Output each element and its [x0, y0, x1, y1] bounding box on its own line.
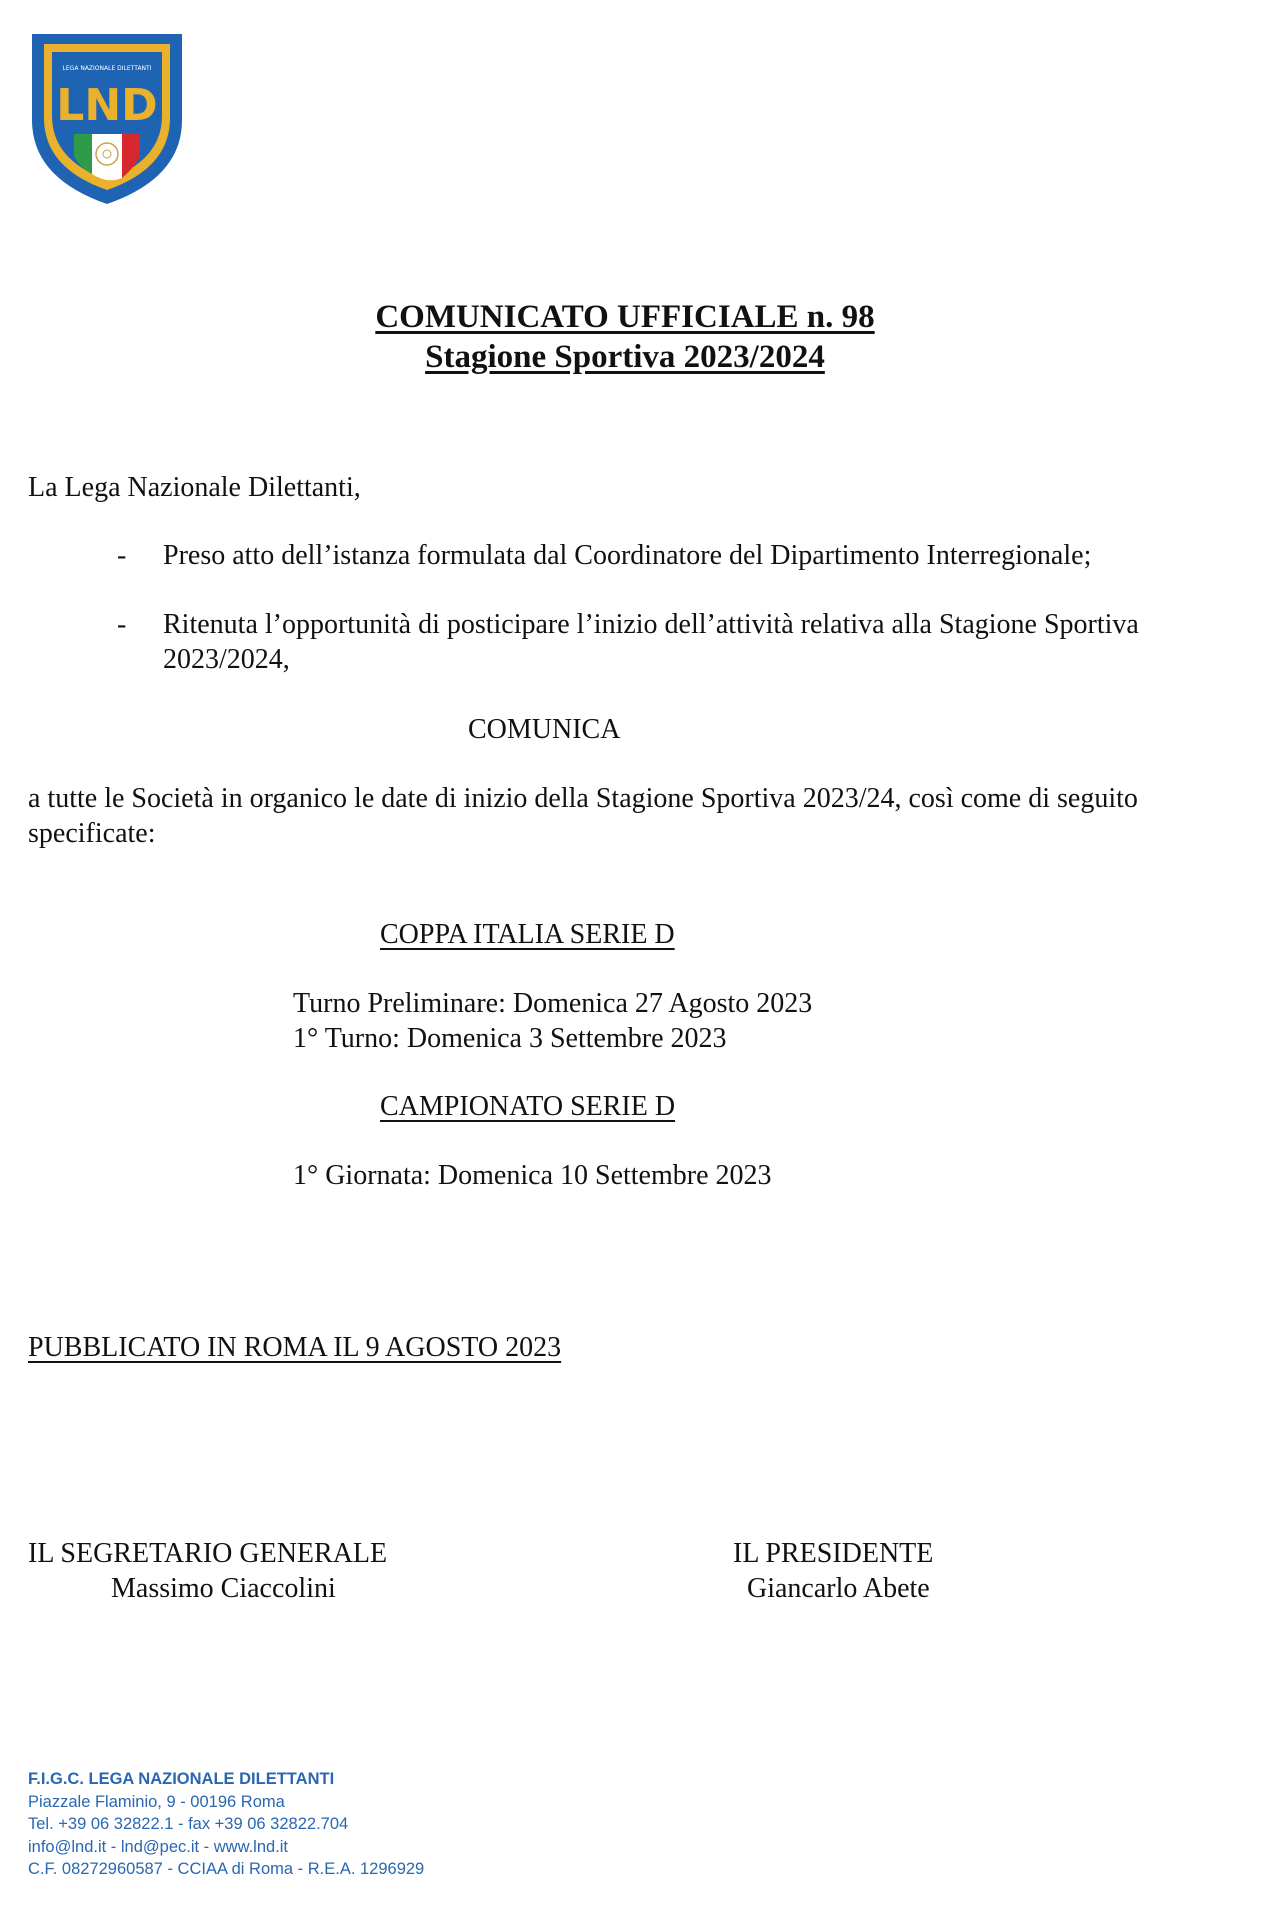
section-heading: COPPA ITALIA SERIE D: [380, 919, 675, 950]
paragraph-line: a tutte le Società in organico le date di inizio della Stagione Sportiva 2023/24, così come di seguito: [28, 783, 1138, 814]
document-title: COMUNICATO UFFICIALE n. 98: [375, 299, 875, 335]
footer-org: F.I.G.C. LEGA NAZIONALE DILETTANTI: [28, 1770, 335, 1788]
schedule-line: Turno Preliminare: Domenica 27 Agosto 2023: [293, 988, 813, 1019]
schedule-line: 1° Giornata: Domenica 10 Settembre 2023: [293, 1160, 772, 1191]
schedule-line: 1° Turno: Domenica 3 Settembre 2023: [293, 1023, 727, 1054]
footer-address: Piazzale Flaminio, 9 - 00196 Roma: [28, 1792, 285, 1811]
footer-web: info@lnd.it - lnd@pec.it - www.lnd.it: [28, 1837, 289, 1856]
signature-left-name: Massimo Ciaccolini: [111, 1573, 336, 1604]
paragraph-line: specificate:: [28, 818, 156, 849]
comunica-heading: COMUNICA: [468, 714, 621, 745]
lnd-logo: [26, 28, 188, 208]
lnd-shield-icon: [26, 28, 188, 208]
signature-left-role: IL SEGRETARIO GENERALE: [28, 1538, 388, 1569]
footer: [28, 1768, 424, 1881]
published-line: PUBBLICATO IN ROMA IL 9 AGOSTO 2023: [28, 1332, 562, 1363]
section-heading: CAMPIONATO SERIE D: [380, 1091, 676, 1122]
footer-registry: C.F. 08272960587 - CCIAA di Roma - R.E.A. 1296929: [28, 1860, 425, 1878]
svg-text:LND: LND: [56, 80, 158, 131]
bullet-dash: -: [117, 540, 127, 571]
signature-right-name: Giancarlo Abete: [747, 1573, 930, 1604]
document-subtitle: Stagione Sportiva 2023/2024: [425, 339, 825, 375]
intro-text: La Lega Nazionale Dilettanti,: [28, 472, 361, 503]
bullet-text: Preso atto dell’istanza formulata dal Coordinatore del Dipartimento Interregionale;: [163, 540, 1092, 571]
signature-right-role: IL PRESIDENTE: [733, 1538, 934, 1569]
svg-text:LEGA NAZIONALE DILETTANTI: LEGA NAZIONALE DILETTANTI: [62, 65, 152, 72]
bullet-dash: -: [117, 609, 127, 640]
bullet-text: Ritenuta l’opportunità di posticipare l’inizio dell’attività relativa alla Stagione Sportiva: [163, 609, 1139, 640]
bullet-text: 2023/2024,: [163, 644, 290, 675]
footer-phone: Tel. +39 06 32822.1 - fax +39 06 32822.704: [28, 1815, 349, 1833]
